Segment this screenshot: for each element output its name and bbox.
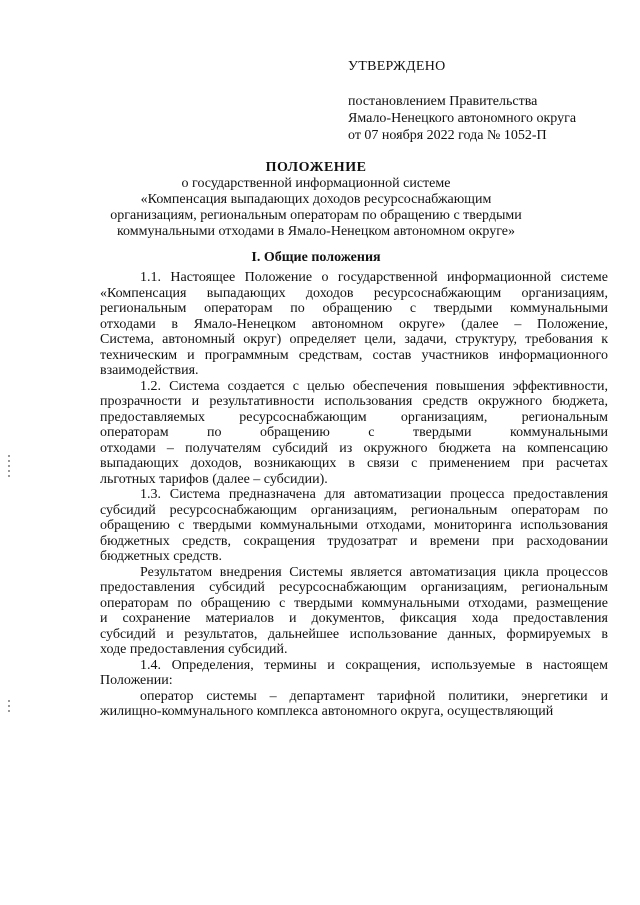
paragraph-line: предоставляемых ресурсоснабжающим организациям, региональным — [100, 409, 608, 425]
paragraph-line: региональным операторам по обращению с твердыми коммунальными — [100, 301, 608, 316]
paragraph-line: бюджетных средств, сокращения трудозатрат и времени при расходовании — [100, 533, 608, 549]
approval-stamp — [348, 58, 628, 144]
paragraph-line: льготных тарифов (далее – субсидии). — [100, 471, 328, 487]
paragraph-line: 1.3. Система предназначена для автоматизации процесса предоставления — [140, 487, 608, 502]
paragraph-line: ходе предоставления субсидий. — [100, 642, 288, 657]
paragraph-line: техническим и программным средствам, состав участников информационного — [100, 347, 608, 363]
paragraph-line: бюджетных средств. — [100, 549, 223, 564]
paragraph-line: обращению с твердыми коммунальными отходами, мониторинга использования — [100, 518, 608, 533]
paragraph — [100, 270, 608, 379]
paragraph-line: 1.4. Определения, термины и сокращения, используемые в настоящем — [140, 657, 608, 673]
paragraph — [100, 487, 608, 565]
paragraph-line: «Компенсация выпадающих доходов ресурсоснабжающим организациям, — [100, 285, 608, 301]
section-heading: I. Общие положения — [251, 250, 381, 265]
title-line: «Компенсация выпадающих доходов ресурсоснабжающим — [140, 192, 492, 207]
paragraph-line: предоставления субсидий ресурсоснабжающим организациям, региональным — [100, 580, 608, 595]
paragraph-line: прозрачности и результативности использования средств окружного бюджета, — [100, 394, 608, 409]
paragraph-line: Система, автономный округ) определяет цели, задачи, структуру, требования к — [100, 332, 608, 347]
paragraph-line: 1.2. Система создается с целью обеспечения повышения эффективности, — [140, 378, 608, 394]
document-title — [96, 160, 536, 240]
paragraph — [100, 658, 608, 689]
paragraph — [100, 379, 608, 488]
paragraph-line: 1.1. Настоящее Положение о государственной информационной системе — [140, 270, 608, 285]
paragraph-line: жилищно-коммунального комплекса автономного округа, осуществляющий — [100, 704, 554, 719]
margin-mark — [8, 700, 11, 715]
approval-heading: УТВЕРЖДЕНО — [348, 59, 446, 74]
approval-line: от 07 ноября 2022 года № 1052-П — [348, 128, 547, 143]
title-main: ПОЛОЖЕНИЕ — [265, 160, 367, 175]
paragraph — [100, 689, 608, 720]
paragraph-line: операторам по обращению с твердыми коммунальными — [100, 425, 608, 440]
margin-mark — [8, 455, 11, 480]
paragraph-line: операторам по обращению с твердыми коммунальными отходами, размещение — [100, 595, 608, 611]
paragraph-line: субсидий ресурсоснабжающим организациям, региональным операторам по — [100, 502, 608, 518]
paragraph-line: и сохранение материалов и документов, фиксация хода предоставления — [100, 611, 608, 626]
paragraph-line: Положении: — [100, 673, 173, 688]
paragraph-line: Результатом внедрения Системы является автоматизация цикла процессов — [140, 564, 608, 580]
title-line: организациям, региональным операторам по обращению с твердыми — [110, 208, 522, 223]
approval-line: постановлением Правительства — [348, 94, 538, 109]
paragraph-line: отходами – получателям субсидий из окружного бюджета на компенсацию — [100, 440, 608, 456]
paragraph-line: субсидий и результатов, дальнейшее использование данных, формируемых в — [100, 626, 608, 642]
title-line: о государственной информационной системе — [181, 176, 451, 191]
approval-line: Ямало-Ненецкого автономного округа — [348, 111, 577, 126]
paragraph-line: взаимодействия. — [100, 363, 199, 378]
paragraph-line: отходами в Ямало-Ненецком автономном округе» (далее – Положение, — [100, 316, 608, 332]
document-body — [100, 270, 608, 720]
paragraph-line: выпадающих доходов, возникающих в связи с применением при расчетах — [100, 456, 608, 471]
paragraph — [100, 565, 608, 658]
paragraph-line: оператор системы – департамент тарифной политики, энергетики и — [140, 688, 608, 704]
title-line: коммунальными отходами в Ямало-Ненецком автономном округе» — [116, 224, 516, 239]
